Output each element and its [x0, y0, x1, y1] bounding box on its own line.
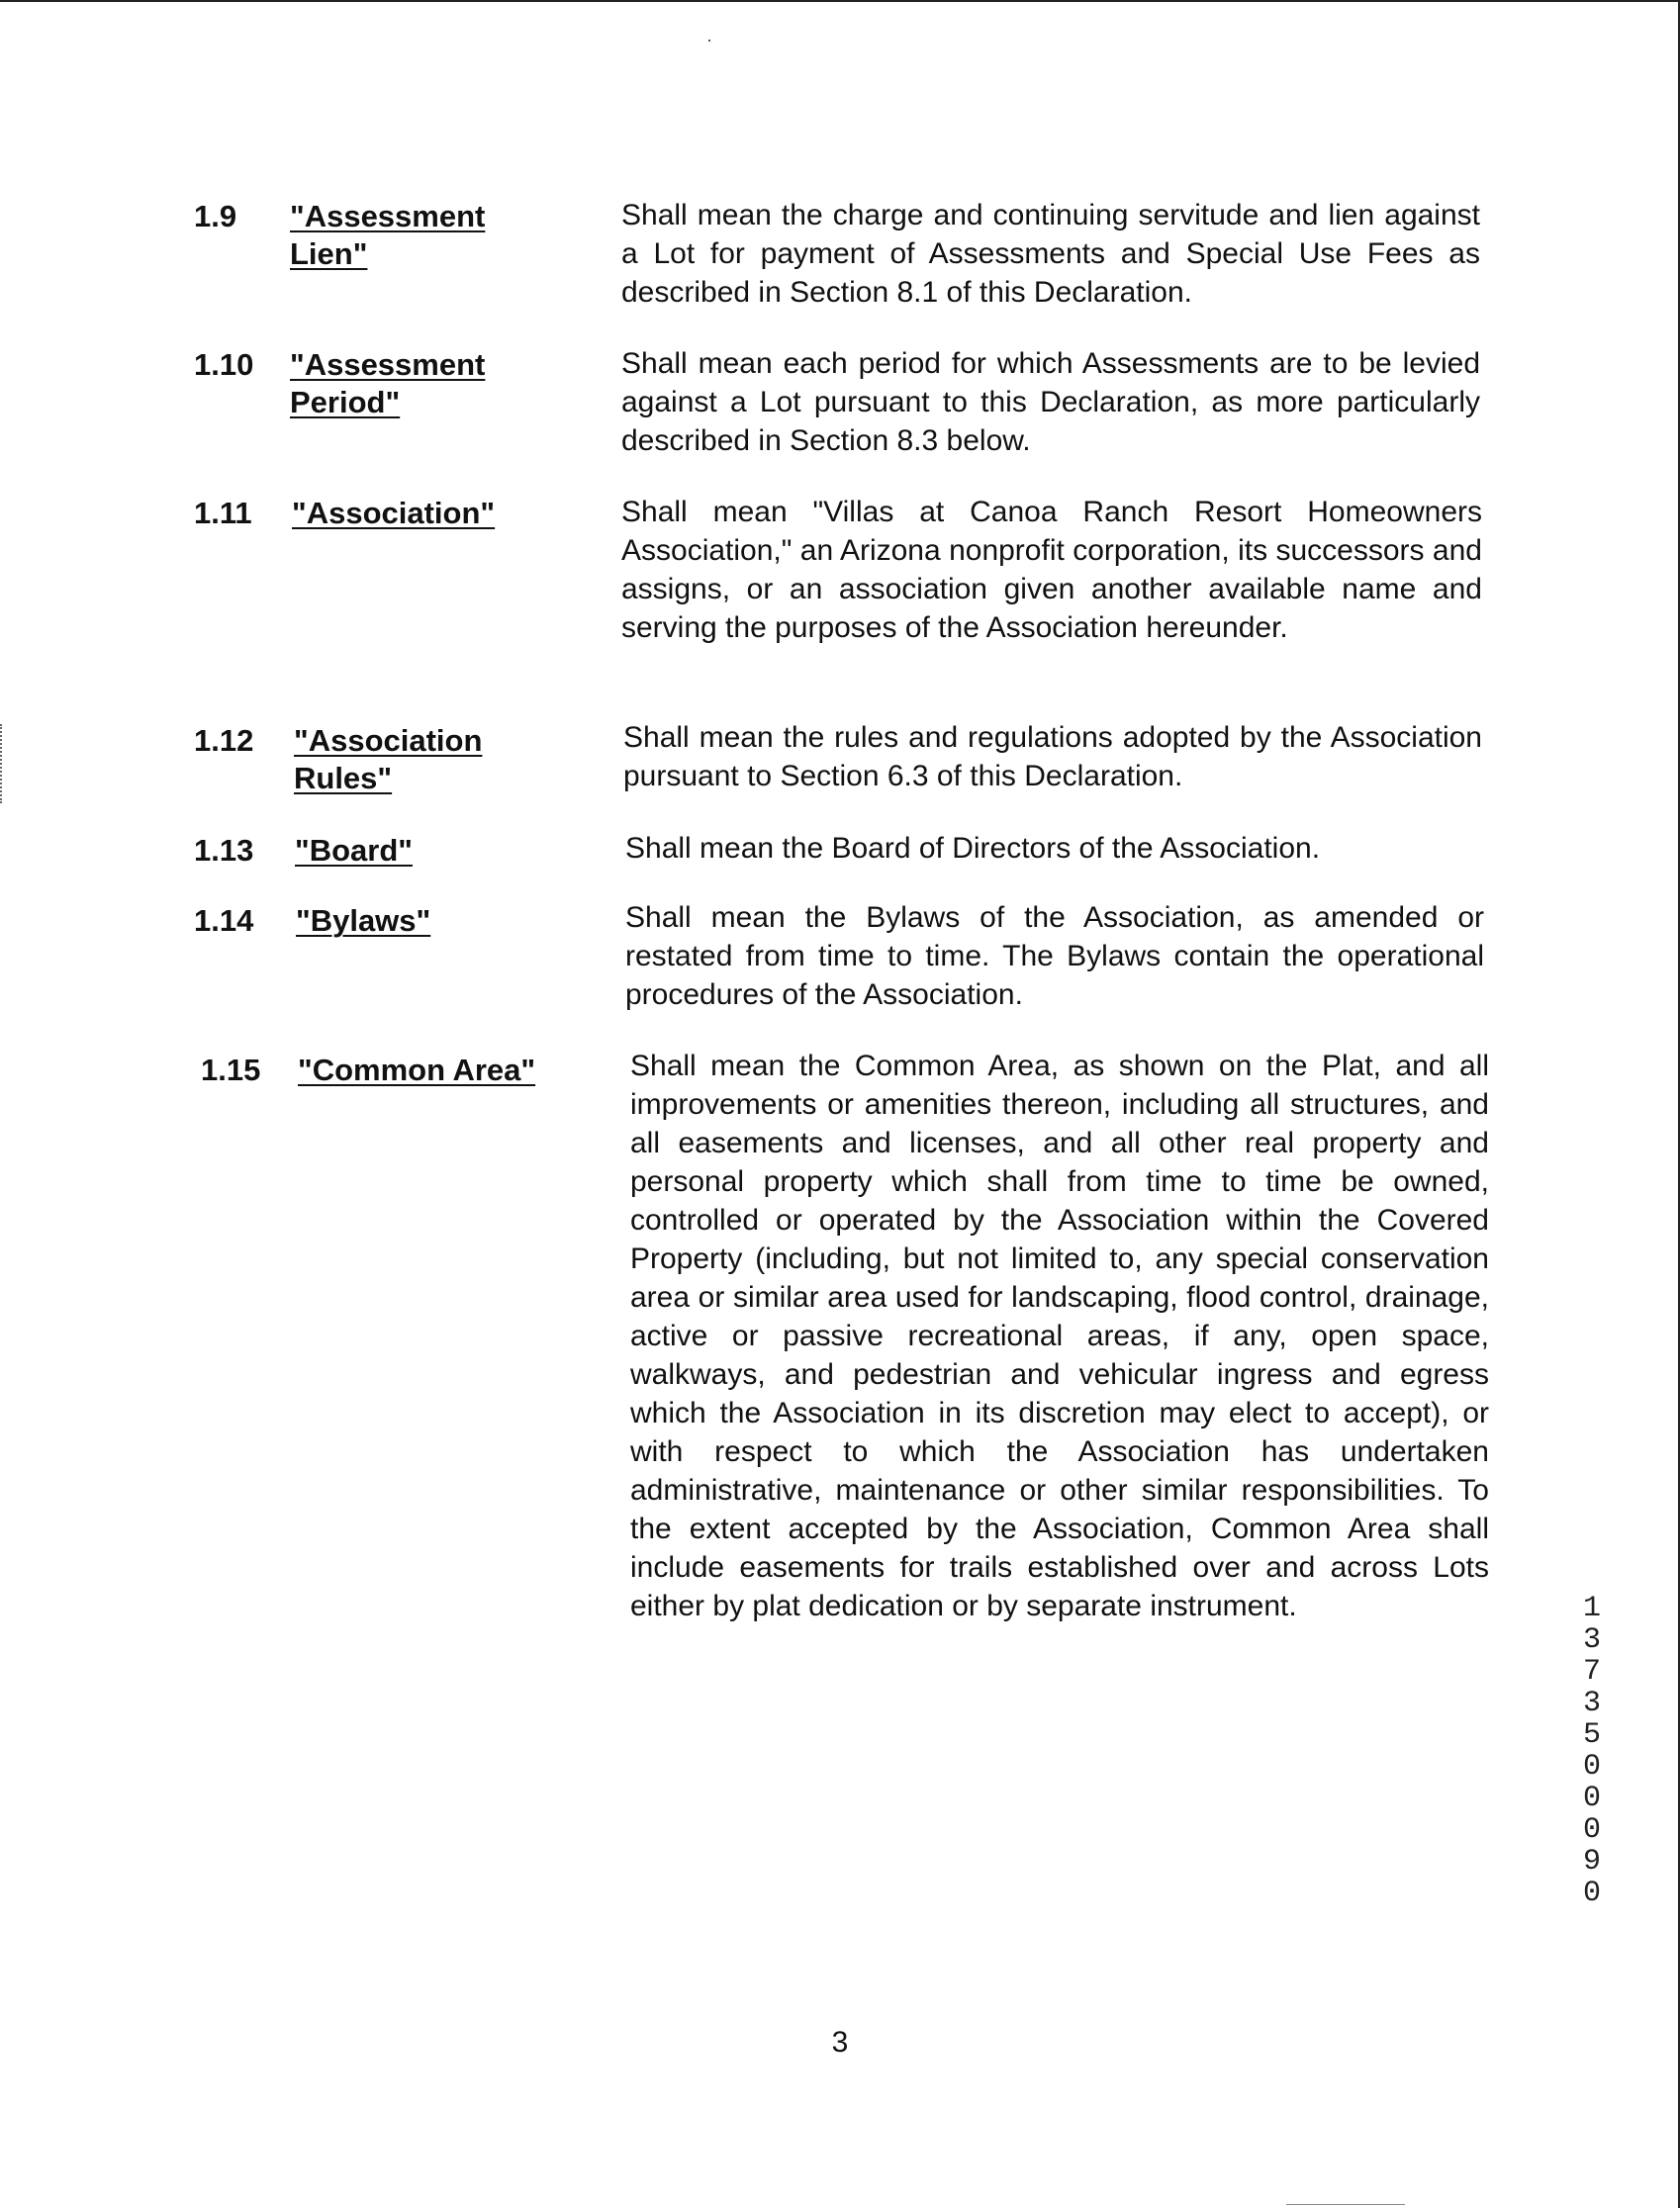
defined-term: "Board"	[295, 833, 413, 868]
margin-stamp: 13735 00090	[1582, 1592, 1601, 1910]
section-number: 1.12	[194, 723, 254, 758]
defined-term: "Common Area"	[298, 1053, 536, 1087]
definition-text: Shall mean the Bylaws of the Association, as amended or restated from time to time. The Bylaws contain the operational procedures of the Association.	[625, 901, 1484, 1011]
section-number: 1.15	[201, 1053, 261, 1087]
defined-term: "Association Rules"	[294, 723, 483, 795]
defined-term: "Assessment Lien"	[290, 199, 486, 271]
section-number: 1.11	[194, 496, 252, 530]
scan-speck	[708, 40, 710, 42]
definition-text: Shall mean the Common Area, as shown on the Plat, and all improvements or amenities thereon, including all structures, and all easements and licenses, and all other real property and personal property which shall from time to time be owned, controlled or operated by the Association within the Covered Property (including, but not limited to, any special conservation area or similar area used for landscaping, flood control, drainage, active or passive recreational areas, if any, open space, walkways, and pedestrian and vehicular ingress and egress which the Association in its discretion may elect to accept), or with respect to which the Association has undertaken administrative, maintenance or other similar responsibilities. To the extent accepted by the Association, Common Area shall include easements for trails established over and across Lots either by plat dedication or by separate instrument.	[630, 1050, 1489, 1622]
section-number: 1.13	[194, 833, 254, 868]
definition-text: Shall mean the Board of Directors of the Association.	[625, 832, 1321, 865]
section-number: 1.10	[194, 347, 254, 382]
defined-term: "Bylaws"	[296, 903, 431, 938]
scan-bottom-rule	[1286, 2204, 1405, 2205]
scan-edge-marks	[0, 724, 5, 803]
definition-text: Shall mean "Villas at Canoa Ranch Resort Homeowners Association," an Arizona nonprofit corporation, its successors and assigns, or an association given another available name and serving the purposes of the Association hereunder.	[621, 496, 1482, 644]
defined-term: "Association"	[292, 496, 496, 530]
page-number: 3	[831, 2026, 849, 2059]
section-number: 1.9	[194, 199, 237, 233]
defined-term: "Assessment Period"	[290, 347, 486, 419]
definition-text: Shall mean the rules and regulations adopted by the Association pursuant to Section 6.3 of this Declaration.	[623, 721, 1482, 792]
section-number: 1.14	[194, 903, 254, 938]
definition-text: Shall mean each period for which Assessments are to be levied against a Lot pursuant to this Declaration, as more particularly described in Section 8.3 below.	[621, 347, 1480, 457]
definition-text: Shall mean the charge and continuing servitude and lien against a Lot for payment of Assessments and Special Use Fees as described in Section 8.1 of this Declaration.	[621, 199, 1480, 309]
